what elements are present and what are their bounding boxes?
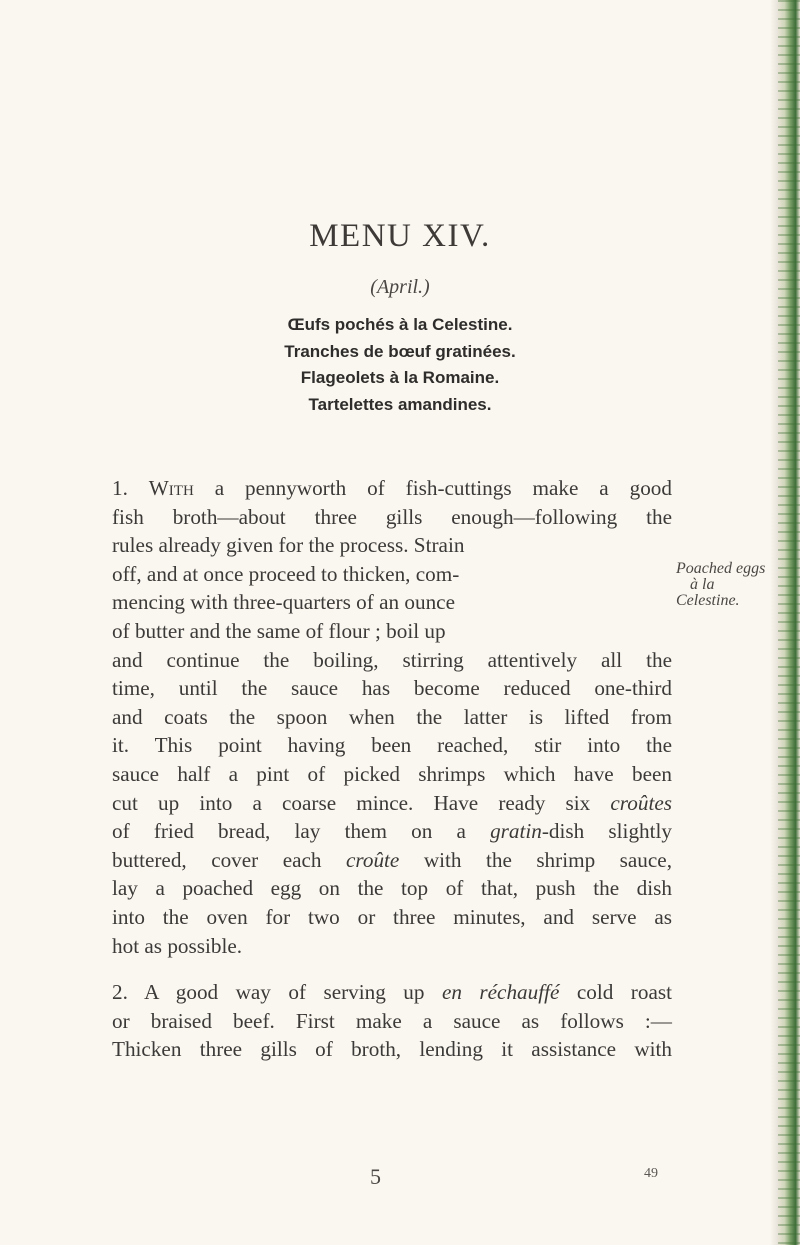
- recipe-text: [112, 474, 672, 1064]
- recipe1-line: and continue the boiling, stirring attentively all the: [112, 647, 672, 672]
- recipe1-line: hot as possible.: [112, 933, 243, 958]
- recipe1-line: time, until the sauce has become reduced one-third: [112, 676, 672, 701]
- menu-month: (April.): [370, 276, 430, 298]
- menu-title: MENU XIV.: [309, 218, 491, 254]
- margin-note-line: Celestine.: [676, 592, 740, 609]
- recipe1-lead-word: With: [148, 476, 194, 500]
- margin-note-line: à la: [690, 576, 715, 593]
- margin-note: [676, 561, 786, 609]
- recipe1-line: into the oven for two or three minutes, and serve as: [112, 904, 672, 929]
- recipe1-line: cut up into a coarse mince. Have ready six croûtes: [112, 790, 672, 815]
- recipe1-number: 1.: [112, 476, 128, 500]
- recipe1-line: 1. With a pennyworth of fish-cuttings make a good: [112, 476, 672, 500]
- recipe2-line: or braised beef. First make a sauce as follows :—: [112, 1008, 672, 1033]
- recipe2-line: 2. A good way of serving up en réchauffé cold roast: [112, 980, 672, 1005]
- recipe1-line: lay a poached egg on the top of that, push the dish: [112, 876, 672, 901]
- margin-note-line: Poached eggs: [676, 560, 766, 577]
- recipe1-line: of fried bread, lay them on a gratin-dish slightly: [112, 819, 672, 844]
- recipe1-line: sauce half a pint of picked shrimps which have been: [112, 761, 672, 786]
- recipe2-line: Thicken three gills of broth, lending it assistance with: [112, 1037, 672, 1062]
- menu-item: Tartelettes amandines.: [308, 394, 492, 414]
- page-number: 49: [644, 1166, 658, 1181]
- recipe1-line: mencing with three-quarters of an ounce: [112, 590, 455, 615]
- paragraph-gap: [112, 960, 672, 978]
- menu-item: Flageolets à la Romaine.: [300, 368, 500, 387]
- menu-item: Tranches de bœuf gratinées.: [284, 341, 516, 361]
- recipe1-line: it. This point having been reached, stir into the: [112, 733, 672, 758]
- recipe1-line: fish broth—about three gills enough—following the: [112, 504, 672, 529]
- signature-mark: 5: [370, 1164, 381, 1189]
- recipe1-line: of butter and the same of flour ; boil up: [112, 618, 446, 643]
- recipe1-line: and coats the spoon when the latter is lifted from: [112, 704, 672, 729]
- menu-item: Œufs pochés à la Celestine.: [287, 315, 513, 334]
- recipe1-line: buttered, cover each croûte with the shrimp sauce,: [112, 847, 672, 872]
- recipe1-line: off, and at once proceed to thicken, com-: [112, 561, 460, 586]
- menu-list: [0, 312, 800, 418]
- page-edge-strip: [778, 0, 800, 1245]
- recipe1-line: rules already given for the process. Strain: [112, 533, 465, 558]
